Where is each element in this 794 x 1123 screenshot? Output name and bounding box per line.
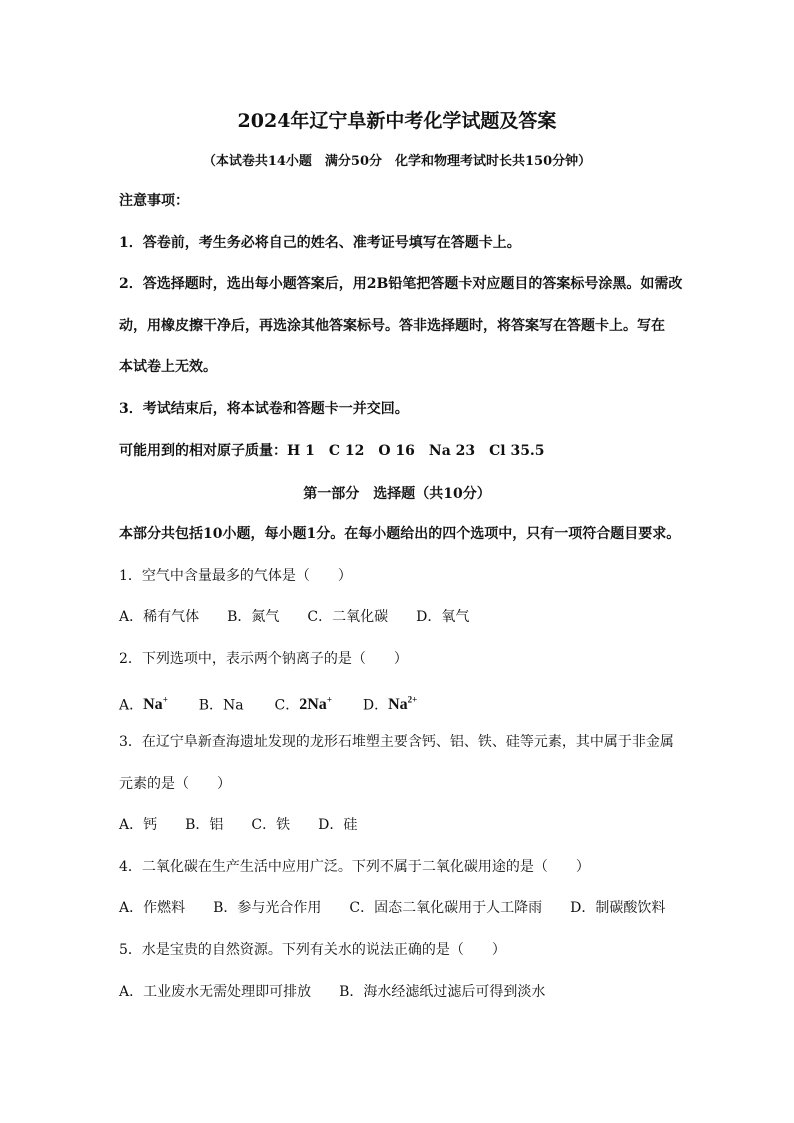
notice-line: 本试卷上无效。 <box>119 359 217 375</box>
question-5-stem: 5．水是宝贵的自然资源。下列有关水的说法正确的是（ ） <box>119 942 506 958</box>
notice-line: 2．答选择题时，选出每小题答案后，用2B铅笔把答题卡对应题目的答案标号涂黑。如需改 <box>119 276 683 292</box>
notice-line: 1．答卷前，考生务必将自己的姓名、准考证号填写在答题卡上。 <box>119 235 521 251</box>
notice-line: 3．考试结束后，将本试卷和答题卡一并交回。 <box>119 401 409 417</box>
notice-heading: 注意事项： <box>119 193 189 209</box>
section-title: 第一部分 选择题（共10分） <box>303 486 491 502</box>
option-c-label: C． <box>274 697 300 714</box>
option-d-formula: $Na^{2+}$ <box>388 695 418 714</box>
question-3-options: A．钙 B．铝 C．铁 D．硅 <box>119 817 358 833</box>
question-2-options <box>119 691 417 714</box>
exam-subtitle: （本试卷共14小题 满分50分 化学和物理考试时长共150分钟） <box>202 154 592 169</box>
question-1-options: A．稀有气体 B．氮气 C．二氧化碳 D．氧气 <box>119 609 470 625</box>
question-3-stem: 3．在辽宁阜新查海遗址发现的龙形石堆塑主要含钙、铝、铁、硅等元素，其中属于非金属 <box>119 734 674 750</box>
option-a-label: A． <box>119 697 144 714</box>
notice-line: 动，用橡皮擦干净后，再选涂其他答案标号。答非选择题时，将答案写在答题卡上。写在 <box>119 318 665 334</box>
question-3-stem-continued: 元素的是（ ） <box>119 776 231 792</box>
question-2-stem: 2．下列选项中，表示两个钠离子的是（ ） <box>119 651 408 667</box>
page-title: 2024年辽宁阜新中考化学试题及答案 <box>237 110 557 132</box>
section-intro: 本部分共包括10小题，每小题1分。在每小题给出的四个选项中，只有一项符合题目要求。 <box>119 526 681 542</box>
option-d-label: D． <box>362 697 389 714</box>
atomic-masses: 可能用到的相对原子质量：H 1 C 12 O 16 Na 23 Cl 35.5 <box>119 443 545 459</box>
option-b-text: B．Na <box>198 697 244 714</box>
question-5-options: A．工业废水无需处理即可排放 B．海水经滤纸过滤后可得到淡水 <box>119 984 546 1000</box>
question-1-stem: 1．空气中含量最多的气体是（ ） <box>119 568 352 584</box>
option-c-formula: 2Na+ <box>299 695 332 714</box>
question-4-options: A．作燃料 B．参与光合作用 C．固态二氧化碳用于人工降雨 D．制碳酸饮料 <box>119 900 666 916</box>
option-a-formula: Na+ <box>143 695 168 714</box>
question-4-stem: 4．二氧化碳在生产生活中应用广泛。下列不属于二氧化碳用途的是（ ） <box>119 859 590 875</box>
